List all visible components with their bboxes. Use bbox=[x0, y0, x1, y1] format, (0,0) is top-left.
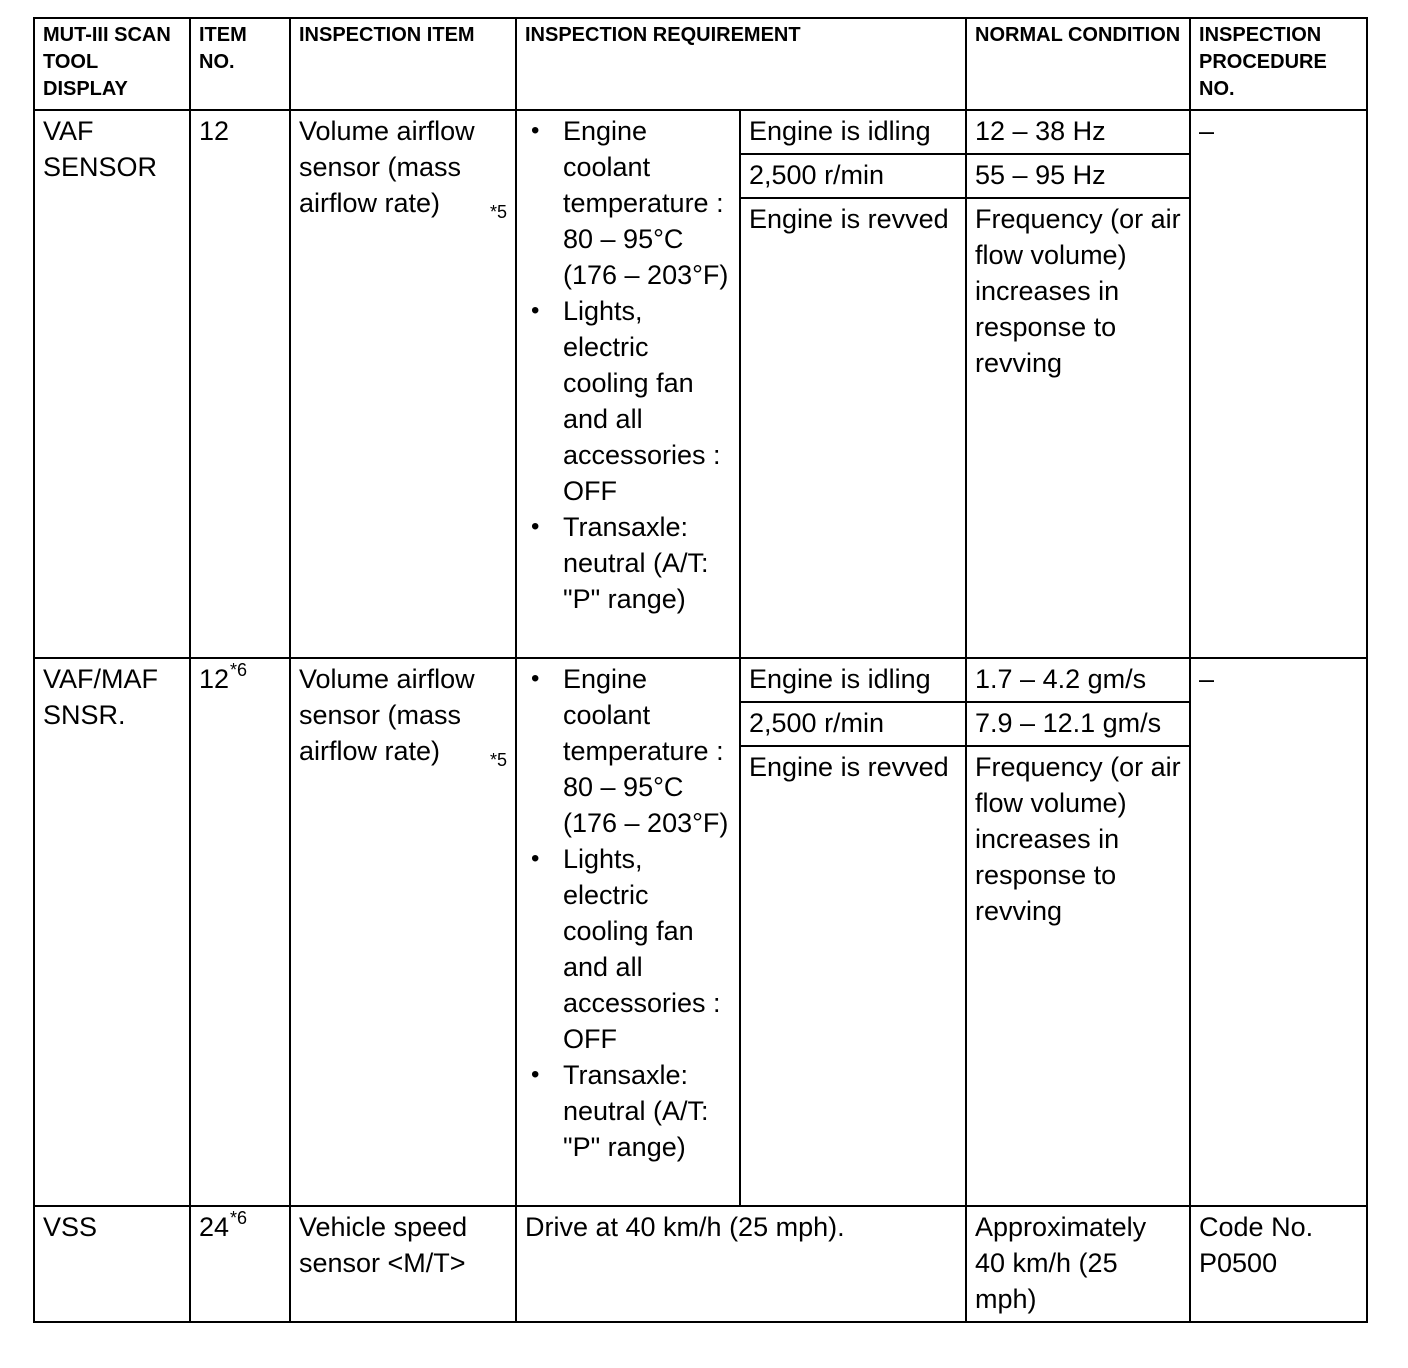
list-item: • Engine coolant temperature : 80 – 95°C (176 – 203°F) bbox=[525, 661, 731, 841]
procedure-cell: – bbox=[1190, 658, 1367, 1206]
list-item: • Lights, electric cooling fan and all accessories : OFF bbox=[525, 841, 731, 1057]
condition-state: 2,500 r/min bbox=[740, 154, 966, 198]
table-row bbox=[34, 658, 1367, 702]
inspection-table bbox=[33, 17, 1368, 1323]
item-no-cell bbox=[190, 110, 290, 658]
item-no: 12 bbox=[199, 664, 230, 694]
item-no: 24 bbox=[199, 1212, 230, 1242]
procedure-cell: – bbox=[1190, 110, 1367, 658]
requirement-cell: Drive at 40 km/h (25 mph). bbox=[516, 1206, 966, 1322]
normal-value: Approximately 40 km/h (25 mph) bbox=[966, 1206, 1190, 1322]
item-note: *5 bbox=[489, 202, 507, 222]
display-cell: VAF/MAF SNSR. bbox=[34, 658, 190, 1206]
inspection-item-cell: Vehicle speed sensor <M/T> bbox=[290, 1206, 516, 1322]
item-no: 12 bbox=[199, 116, 230, 146]
header-item-no: ITEM NO. bbox=[190, 18, 290, 110]
header-requirement: INSPECTION REQUIREMENT bbox=[516, 18, 966, 110]
requirement-cell bbox=[516, 658, 740, 1206]
requirement-list bbox=[525, 113, 731, 617]
list-item: • Lights, electric cooling fan and all accessories : OFF bbox=[525, 293, 731, 509]
list-item: • Transaxle: neutral (A/T: "P" range) bbox=[525, 1057, 731, 1165]
normal-value: Frequency (or air flow volume) increases in response to revving bbox=[966, 746, 1190, 1206]
inspection-item-cell bbox=[290, 658, 516, 1206]
condition-state: 2,500 r/min bbox=[740, 702, 966, 746]
table-row bbox=[34, 110, 1367, 154]
display-cell: VAF SENSOR bbox=[34, 110, 190, 658]
inspection-item-text: Volume airflow sensor (mass airflow rate) bbox=[299, 116, 475, 218]
display-cell: VSS bbox=[34, 1206, 190, 1322]
inspection-item-text: Volume airflow sensor (mass airflow rate) bbox=[299, 664, 475, 766]
item-no-cell bbox=[190, 1206, 290, 1322]
condition-state: Engine is revved bbox=[740, 746, 966, 1206]
list-item: • Engine coolant temperature : 80 – 95°C (176 – 203°F) bbox=[525, 113, 731, 293]
header-normal-condition: NORMAL CONDITION bbox=[966, 18, 1190, 110]
header-row bbox=[34, 18, 1367, 110]
normal-value: 1.7 – 4.2 gm/s bbox=[966, 658, 1190, 702]
header-display: MUT-III SCAN TOOL DISPLAY bbox=[34, 18, 190, 110]
item-note: *5 bbox=[489, 750, 507, 770]
condition-state: Engine is idling bbox=[740, 658, 966, 702]
normal-value: 12 – 38 Hz bbox=[966, 110, 1190, 154]
header-procedure: INSPECTION PROCEDURE NO. bbox=[1190, 18, 1367, 110]
header-inspection-item: INSPECTION ITEM bbox=[290, 18, 516, 110]
requirement-cell bbox=[516, 110, 740, 658]
condition-state: Engine is idling bbox=[740, 110, 966, 154]
item-no-cell bbox=[190, 658, 290, 1206]
normal-value: 55 – 95 Hz bbox=[966, 154, 1190, 198]
procedure-cell: Code No. P0500 bbox=[1190, 1206, 1367, 1322]
requirement-list bbox=[525, 661, 731, 1165]
list-item: • Transaxle: neutral (A/T: "P" range) bbox=[525, 509, 731, 617]
item-no-superscript: *6 bbox=[230, 660, 248, 680]
table-row bbox=[34, 1206, 1367, 1322]
inspection-item-cell bbox=[290, 110, 516, 658]
item-no-superscript: *6 bbox=[230, 1208, 248, 1228]
condition-state: Engine is revved bbox=[740, 198, 966, 658]
normal-value: 7.9 – 12.1 gm/s bbox=[966, 702, 1190, 746]
normal-value: Frequency (or air flow volume) increases in response to revving bbox=[966, 198, 1190, 658]
